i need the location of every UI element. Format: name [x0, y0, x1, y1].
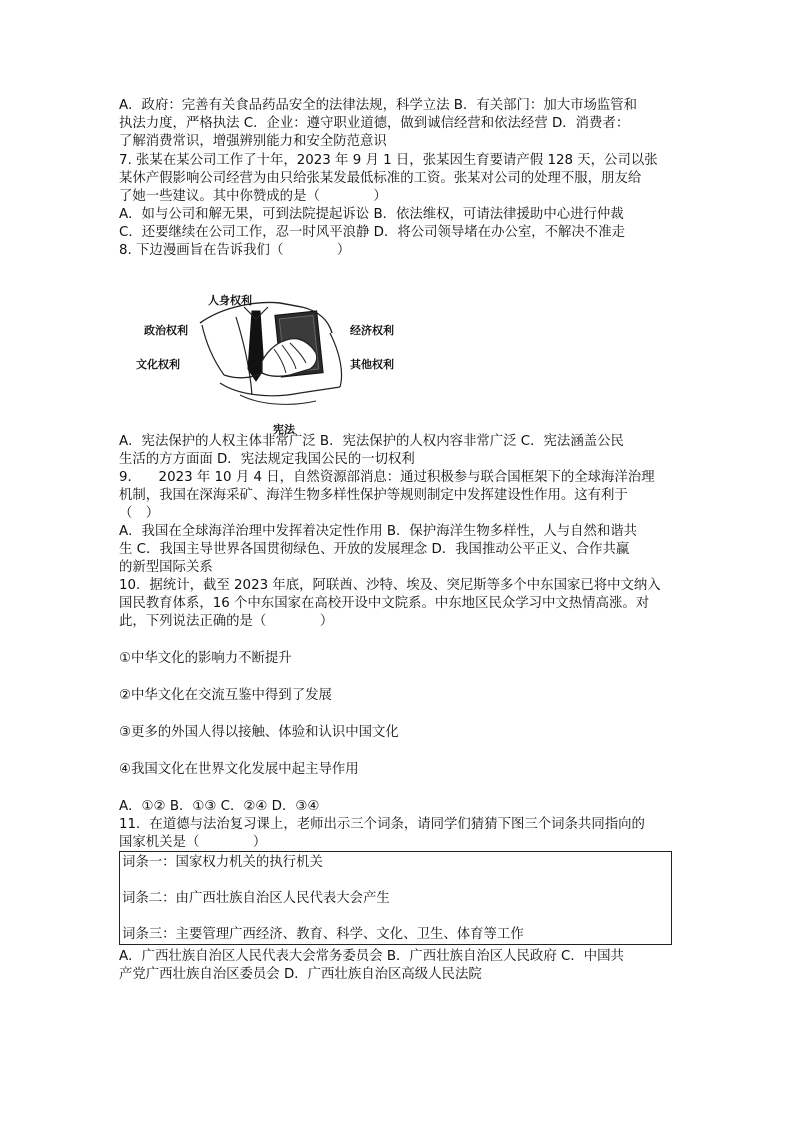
q9-option-line: A．我国在全球海洋治理中发挥着决定性作用 B．保护海洋生物多样性，人与自然和谐共 — [119, 524, 638, 539]
q11-stem-line: 国家机关是（ ） — [119, 835, 267, 850]
cartoon-label-political-rights: 政治权利 — [144, 324, 188, 337]
q10-options: A．①② B．①③ C．②④ D．③④ — [119, 799, 320, 814]
q9-stem-line: 9. 2023 年 10 月 4 日，自然资源部消息：通过积极参与联合国框架下的全球海洋治理 — [119, 470, 655, 485]
q6-option-line: 了解消费常识，增强辨别能力和安全防范意识 — [119, 134, 387, 149]
constitution-cartoon — [140, 283, 410, 436]
q8-option-line: A．宪法保护的人权主体非常广泛 B．宪法保护的人权内容非常广泛 C．宪法涵盖公民 — [119, 434, 624, 449]
q11-entry: 词条三：主要管理广西经济、教育、科学、文化、卫生、体育等工作 — [122, 927, 524, 942]
q7-option-line: C．还要继续在公司工作，忍一时风平浪静 D．将公司领导堵在办公室，不解决不准走 — [119, 225, 625, 240]
q7-stem-line: 7. 张某在某公司工作了十年，2023 年 9 月 1 日，张某因生育要请产假 128 天，公司以张 — [119, 153, 658, 168]
q8-stem: 8. 下边漫画旨在告诉我们（ ） — [119, 243, 351, 258]
cartoon-label-other-rights: 其他权利 — [350, 358, 394, 371]
cartoon-label-person-rights: 人身权利 — [208, 294, 252, 307]
q9-stem-line: 机制，我国在深海采矿、海洋生物多样性保护等规则制定中发挥建设性作用。这有利于 — [119, 488, 628, 503]
book-title: 宪法 — [273, 423, 295, 436]
q10-statement: ③更多的外国人得以接触、体验和认识中国文化 — [119, 725, 399, 740]
q9-option-line: 的新型国际关系 — [119, 560, 213, 575]
q8-option-line: 生活的方方面面 D．宪法规定我国公民的一切权利 — [119, 452, 415, 467]
q11-entry: 词条二：由广西壮族自治区人民代表大会产生 — [122, 891, 390, 906]
q6-option-line: A．政府：完善有关食品药品安全的法律法规，科学立法 B．有关部门：加大市场监管和 — [119, 98, 638, 113]
q9-stem-line: （ ） — [119, 506, 160, 521]
q11-entries-box — [119, 851, 672, 945]
q7-stem-line: 某休产假影响公司经营为由只给张某发最低标准的工资。张某对公司的处理不服，朋友给 — [119, 171, 642, 186]
q10-statement: ①中华文化的影响力不断提升 — [119, 651, 292, 666]
q9-option-line: 生 C．我国主导世界各国贯彻绿色、开放的发展理念 D．我国推动公平正义、合作共赢 — [119, 542, 630, 557]
q11-option-line: 产党广西壮族自治区委员会 D．广西壮族自治区高级人民法院 — [119, 967, 482, 982]
q7-option-line: A．如与公司和解无果，可到法院提起诉讼 B．依法维权，可请法律援助中心进行仲裁 — [119, 207, 624, 222]
q10-statement: ④我国文化在世界文化发展中起主导作用 — [119, 762, 359, 777]
q11-stem-line: 11．在道德与法治复习课上，老师出示三个词条，请同学们猜猜下图三个词条共同指向的 — [119, 817, 645, 832]
q10-stem-line: 此，下列说法正确的是（ ） — [119, 614, 334, 629]
cartoon-label-economic-rights: 经济权利 — [350, 324, 394, 337]
q7-stem-line: 了她一些建议。其中你赞成的是（ ） — [119, 189, 387, 204]
q6-option-line: 执法力度，严格执法 C．企业：遵守职业道德，做到诚信经营和依法经营 D．消费者： — [119, 116, 630, 131]
q10-statement: ②中华文化在交流互鉴中得到了发展 — [119, 688, 332, 703]
q10-stem-line: 国民教育体系，16 个中东国家在高校开设中文院系。中东地区民众学习中文热情高涨。对 — [119, 596, 650, 611]
q11-option-line: A．广西壮族自治区人民代表大会常务委员会 B．广西壮族自治区人民政府 C．中国共 — [119, 949, 624, 964]
constitution-cartoon-drawing — [140, 283, 410, 413]
q11-entry: 词条一：国家权力机关的执行机关 — [122, 855, 323, 870]
cartoon-label-cultural-rights: 文化权利 — [136, 358, 180, 371]
q10-stem-line: 10．据统计，截至 2023 年底，阿联酋、沙特、埃及、突尼斯等多个中东国家已将中文纳入 — [119, 578, 661, 593]
